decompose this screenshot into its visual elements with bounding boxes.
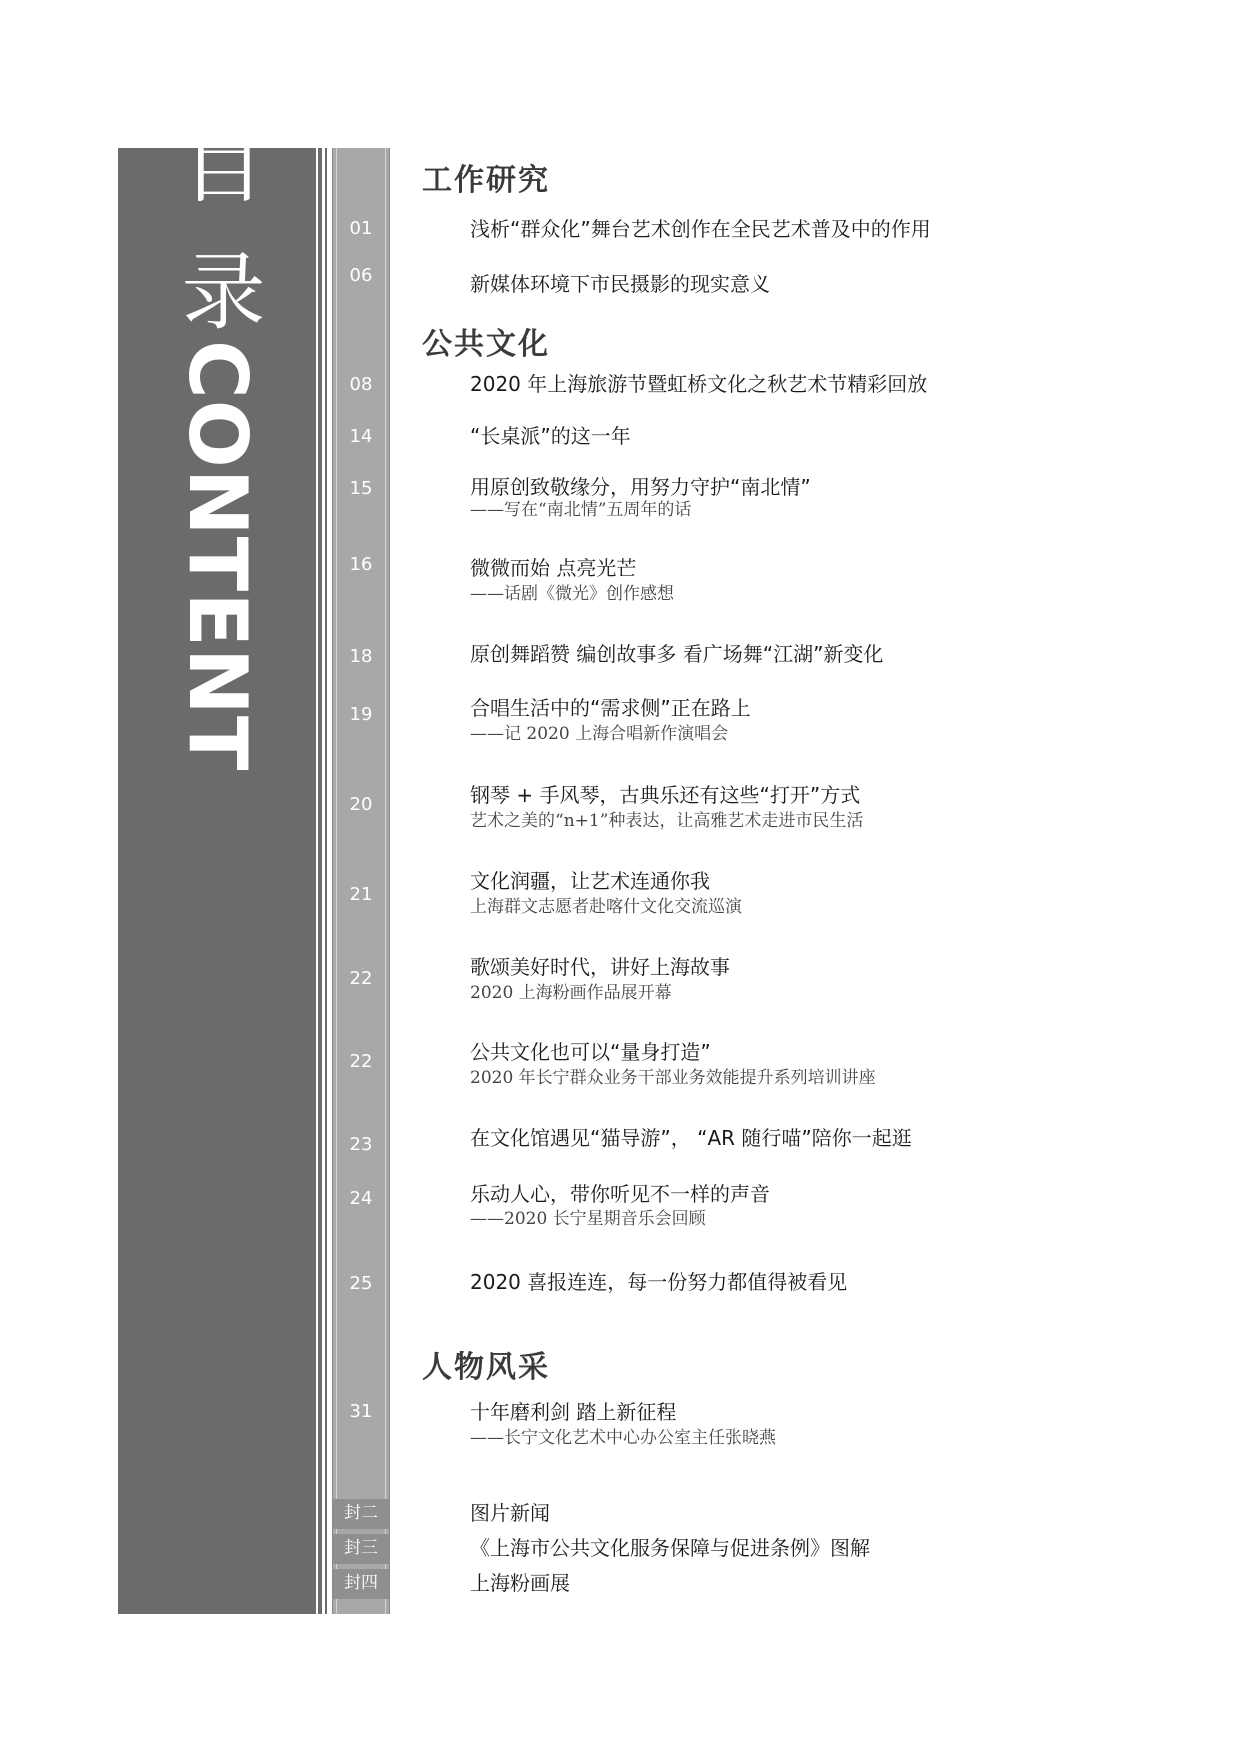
- entry-title[interactable]: 《上海市公共文化服务保障与促进条例》图解: [470, 1536, 870, 1560]
- entry-subtitle: 2020 年长宁群众业务干部业务效能提升系列培训讲座: [470, 1068, 876, 1088]
- section-heading: 工作研究: [422, 163, 550, 198]
- entry-subtitle: ——长宁文化艺术中心办公室主任张晓燕: [470, 1428, 776, 1448]
- entry-subtitle: ——记 2020 上海合唱新作演唱会: [470, 724, 729, 744]
- entry-title[interactable]: 图片新闻: [470, 1501, 550, 1525]
- entry-title[interactable]: 浅析“群众化”舞台艺术创作在全民艺术普及中的作用: [470, 217, 931, 241]
- section-heading: 人物风采: [422, 1350, 550, 1385]
- entry-subtitle: ——写在“南北情”五周年的话: [470, 500, 692, 520]
- entry-title[interactable]: 微微而始 点亮光芒: [470, 556, 637, 580]
- cover-page-label: 封三: [344, 1538, 378, 1558]
- entry-title[interactable]: 用原创致敬缘分，用努力守护“南北情”: [470, 475, 811, 499]
- entry-subtitle: 上海群文志愿者赴喀什文化交流巡演: [470, 897, 742, 917]
- page-number: 01: [349, 218, 373, 239]
- entry-title[interactable]: 上海粉画展: [470, 1571, 570, 1595]
- entry-subtitle: 艺术之美的“n+1”种表达，让高雅艺术走进市民生活: [470, 811, 864, 831]
- entry-title[interactable]: 原创舞蹈赞 编创故事多 看广场舞“江湖”新变化: [470, 642, 884, 666]
- entry-title[interactable]: 文化润疆，让艺术连通你我: [470, 869, 710, 893]
- entry-title[interactable]: 公共文化也可以“量身打造”: [470, 1040, 711, 1064]
- page-number: 24: [349, 1188, 373, 1209]
- cover-page-label: 封四: [344, 1573, 378, 1593]
- cover-page-label: 封二: [344, 1503, 378, 1523]
- page-number: 21: [349, 884, 373, 905]
- page-number: 25: [349, 1273, 373, 1294]
- page-number-column-edge: [336, 148, 386, 1614]
- entry-title[interactable]: 2020 喜报连连，每一份努力都值得被看见: [470, 1270, 848, 1294]
- page-number: 06: [349, 265, 373, 286]
- page-number: 14: [349, 426, 373, 447]
- entry-subtitle: ——话剧《微光》创作感想: [470, 584, 674, 604]
- page-number: 31: [349, 1401, 373, 1422]
- entry-title[interactable]: 十年磨利剑 踏上新征程: [470, 1400, 677, 1424]
- page-number: 19: [349, 704, 373, 725]
- contents-title-cn: 目 录: [168, 120, 266, 340]
- entry-title[interactable]: 乐动人心，带你听见不一样的声音: [470, 1182, 770, 1206]
- entry-subtitle: 2020 上海粉画作品展开幕: [470, 983, 672, 1003]
- page-number: 16: [349, 554, 373, 575]
- entry-title[interactable]: 2020 年上海旅游节暨虹桥文化之秋艺术节精彩回放: [470, 372, 928, 396]
- entry-title[interactable]: 钢琴 + 手风琴，古典乐还有这些“打开”方式: [470, 783, 861, 807]
- contents-title-en: CONTENT: [171, 340, 264, 772]
- page-number: 23: [349, 1134, 373, 1155]
- divider-rule: [318, 148, 322, 1614]
- page-number: 08: [349, 374, 373, 395]
- divider-rule-thin: [325, 148, 327, 1614]
- entry-title[interactable]: 合唱生活中的“需求侧”正在路上: [470, 696, 751, 720]
- entry-title[interactable]: 新媒体环境下市民摄影的现实意义: [470, 272, 770, 296]
- page-number: 20: [349, 794, 373, 815]
- entry-title[interactable]: 歌颂美好时代，讲好上海故事: [470, 955, 730, 979]
- page-number: 15: [349, 478, 373, 499]
- entry-title[interactable]: “长桌派”的这一年: [470, 424, 631, 448]
- section-heading: 公共文化: [422, 327, 550, 362]
- entry-title[interactable]: 在文化馆遇见“猫导游”， “AR 随行喵”陪你一起逛: [470, 1126, 912, 1150]
- page-number: 18: [349, 646, 373, 667]
- entry-subtitle: ——2020 长宁星期音乐会回顾: [470, 1209, 706, 1229]
- page-number: 22: [349, 1051, 373, 1072]
- page-number: 22: [349, 968, 373, 989]
